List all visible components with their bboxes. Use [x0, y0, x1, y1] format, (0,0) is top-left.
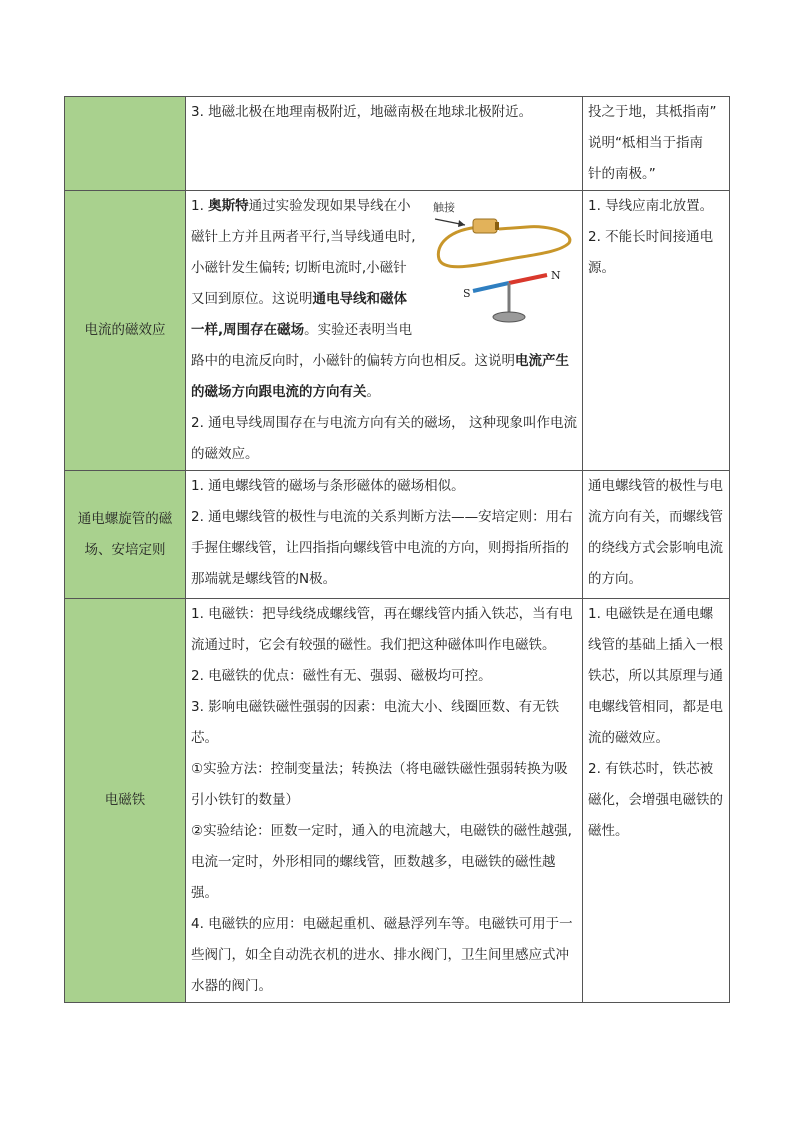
note-paragraph: 说明“柢相当于指南	[588, 135, 703, 151]
note-paragraph: 1. 电磁铁是在通电螺线管的基础上插入一根铁芯，所以其原理与通电螺线管相同，都是电流的磁效应。	[588, 606, 723, 746]
table-row	[65, 471, 730, 599]
bold-text: 电流产生的磁场方向跟电流的方向有关	[191, 353, 569, 400]
content-paragraph: 3. 地磁北极在地理南极附近，地磁南极在地球北极附近。	[191, 104, 533, 120]
content-paragraph: 1. 通电螺线管的磁场与条形磁体的磁场相似。	[191, 478, 465, 494]
oersted-experiment-figure	[429, 197, 579, 325]
content-paragraph: ①实验方法：控制变量法；转换法（将电磁铁磁性强弱转换为吸引小铁钉的数量）	[191, 761, 568, 808]
note-cell	[583, 97, 730, 191]
note-cell	[583, 471, 730, 599]
note-paragraph: 针的南极。”	[588, 166, 656, 182]
stand-base	[493, 312, 525, 322]
south-pole-label: S	[463, 287, 471, 300]
knowledge-table	[64, 96, 730, 1003]
note-paragraph: 1. 导线应南北放置。	[588, 198, 714, 214]
text-run: 。实验还表明当电路中的电流反向时，小磁针的偏转方向也相反。这说明	[191, 322, 515, 369]
content-cell	[186, 599, 583, 1003]
content-paragraph: 4. 电磁铁的应用：电磁起重机、磁悬浮列车等。电磁铁可用于一些阀门，如全自动洗衣机的进水、排水阀门，卫生间里感应式冲水器的阀门。	[191, 916, 573, 994]
content-cell	[186, 471, 583, 599]
needle-north	[509, 275, 547, 283]
content-cell	[186, 191, 583, 471]
note-paragraph: 投之于地，其柢指南”	[588, 104, 717, 120]
content-paragraph: 3. 影响电磁铁磁性强弱的因素：电流大小、线圈匝数、有无铁芯。	[191, 699, 560, 746]
note-paragraph: 2. 有铁芯时，铁芯被磁化，会增强电磁铁的磁性。	[588, 761, 723, 839]
topic-cell: 电磁铁	[65, 599, 186, 1003]
needle-south	[473, 283, 509, 291]
text-run: 通过实验发现如果导线在小磁针上方并且两者平行,当导线通电时,小磁针发生偏转; 切断电流时,小磁针又回到原位。这说明	[191, 198, 416, 307]
table-row	[65, 191, 730, 471]
topic-cell	[65, 97, 186, 191]
note-paragraph: 2. 不能长时间接通电源。	[588, 229, 714, 276]
table-row	[65, 599, 730, 1003]
battery-icon	[473, 219, 497, 233]
content-paragraph: 1. 电磁铁：把导线绕成螺线管，再在螺线管内插入铁芯，当有电流通过时，它会有较强的磁性。我们把这种磁体叫作电磁铁。	[191, 606, 573, 653]
text-run: 1.	[191, 198, 209, 214]
topic-cell: 电流的磁效应	[65, 191, 186, 471]
wire-loop	[438, 227, 570, 267]
bold-text: 奥斯特	[208, 198, 249, 214]
note-paragraph: 通电螺线管的极性与电流方向有关，而螺线管的绕线方式会影响电流的方向。	[588, 478, 723, 587]
bold-text: 通电导线和磁体一样,周围存在磁场	[191, 291, 407, 338]
switch-label: 触接	[433, 201, 455, 214]
table-row	[65, 97, 730, 191]
note-cell	[583, 191, 730, 471]
content-paragraph: 2. 通电螺线管的极性与电流的关系判断方法——安培定则：用右手握住螺线管，让四指指向螺线管中电流的方向，则拇指所指的那端就是螺线管的N极。	[191, 509, 573, 587]
note-cell	[583, 599, 730, 1003]
topic-cell: 通电螺旋管的磁场、安培定则	[65, 471, 186, 599]
text-run: 。	[366, 384, 380, 400]
content-paragraph: 2. 通电导线周围存在与电流方向有关的磁场， 这种现象叫作电流的磁效应。	[191, 415, 577, 462]
content-cell	[186, 97, 583, 191]
content-paragraph: 2. 电磁铁的优点：磁性有无、强弱、磁极均可控。	[191, 668, 492, 684]
north-pole-label: N	[551, 269, 561, 282]
content-paragraph: ②实验结论：匝数一定时，通入的电流越大，电磁铁的磁性越强,电流一定时，外形相同的螺线管，匝数越多，电磁铁的磁性越强。	[191, 823, 572, 901]
